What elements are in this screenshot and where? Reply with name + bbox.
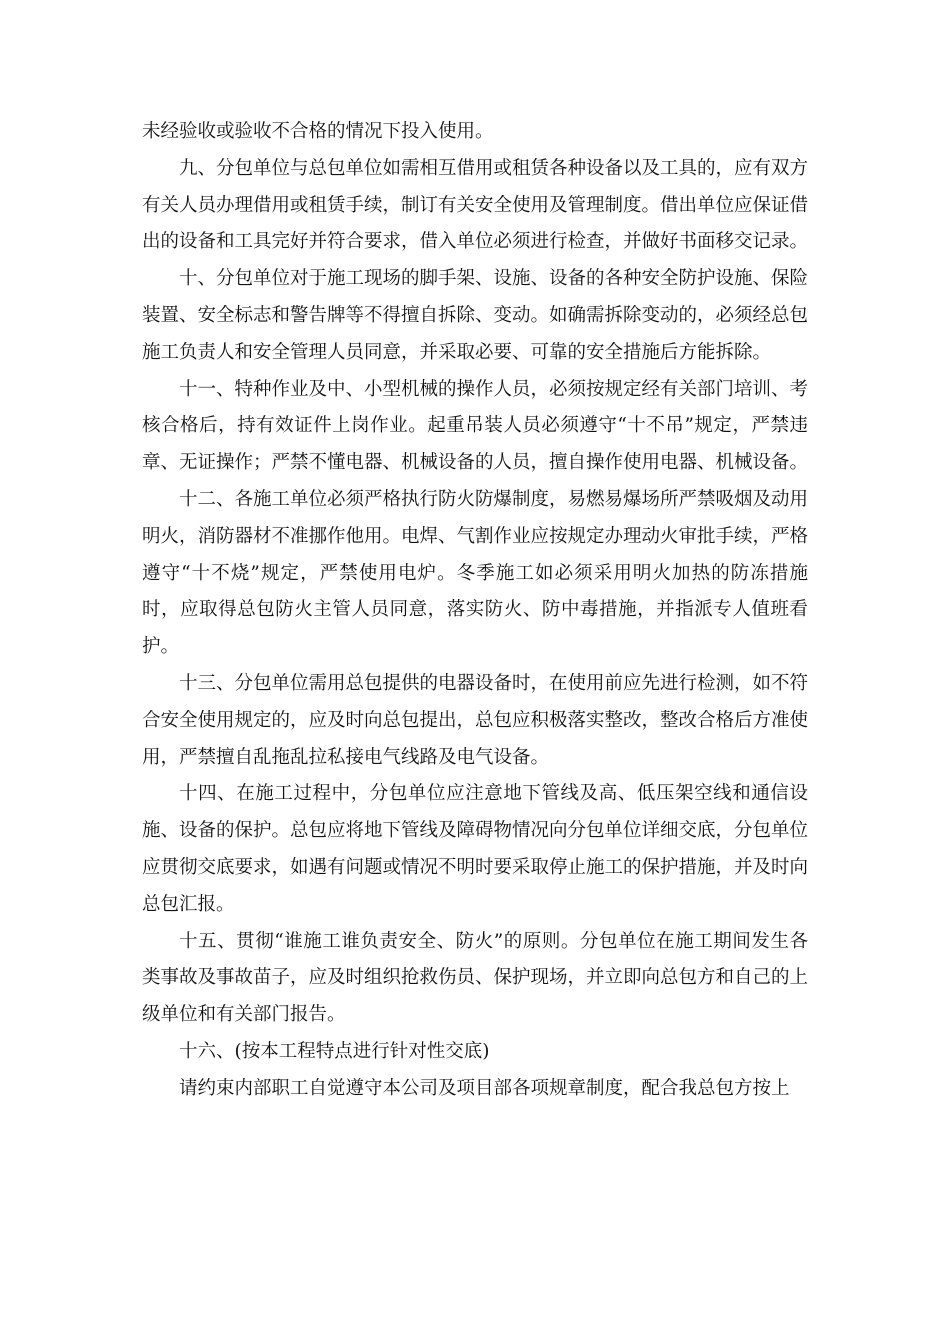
paragraph-item-9: 九、分包单位与总包单位如需相互借用或租赁各种设备以及工具的，应有双方有关人员办理借用或租赁手续，制订有关安全使用及管理制度。借出单位应保证借出的设备和工具完好并符合要求，借入单位必须进行检查，并做好书面移交记录。 [142,157,809,253]
paragraph-item-14: 十四、在施工过程中，分包单位应注意地下管线及高、低压架空线和通信设施、设备的保护。总包应将地下管线及障碍物情况向分包单位详细交底，分包单位应贯彻交底要求，如遇有问题或情况不明时要采取停止施工的保护措施，并及时向总包汇报。 [142,783,809,915]
paragraph-item-15: 十五、贯彻“谁施工谁负责安全、防火”的原则。分包单位在施工期间发生各类事故及事故苗子，应及时组织抢救伤员、保护现场，并立即向总包方和自己的上级单位和有关部门报告。 [142,930,809,1026]
document-body [142,114,808,1108]
paragraph-item-16: 十六、(按本工程特点进行针对性交底) [179,1040,490,1062]
paragraph-item-12: 十二、各施工单位必须严格执行防火防爆制度，易燃易爆场所严禁吸烟及动用明火，消防器材不准挪作他用。电焊、气割作业应按规定办理动火审批手续，严格遵守“十不烧”规定，严禁使用电炉。冬季施工如必须采用明火加热的防冻措施时，应取得总包防火主管人员同意，落实防火、防中毒措施，并指派专人值班看护。 [142,488,809,658]
paragraph-item-11: 十一、特种作业及中、小型机械的操作人员，必须按规定经有关部门培训、考核合格后，持有效证件上岗作业。起重吊装人员必须遵守“十不吊”规定，严禁违章、无证操作；严禁不懂电器、机械设备的人员，擅自操作使用电器、机械设备。 [142,378,809,474]
paragraph-continuation: 未经验收或验收不合格的情况下投入使用。 [142,121,494,142]
paragraph-item-13: 十三、分包单位需用总包提供的电器设备时，在使用前应先进行检测，如不符合安全使用规定的，应及时向总包提出，总包应积极落实整改，整改合格后方准使用，严禁擅自乱拖乱拉私接电气线路及电气设备。 [142,672,809,768]
paragraph-item-10: 十、分包单位对于施工现场的脚手架、设施、设备的各种安全防护设施、保险装置、安全标志和警告牌等不得擅自拆除、变动。如确需拆除变动的，必须经总包施工负责人和安全管理人员同意，并采取必要、可靠的安全措施后方能拆除。 [142,268,809,363]
paragraph-closing: 请约束内部职工自觉遵守本公司及项目部各项规章制度，配合我总包方按上 [179,1077,790,1099]
